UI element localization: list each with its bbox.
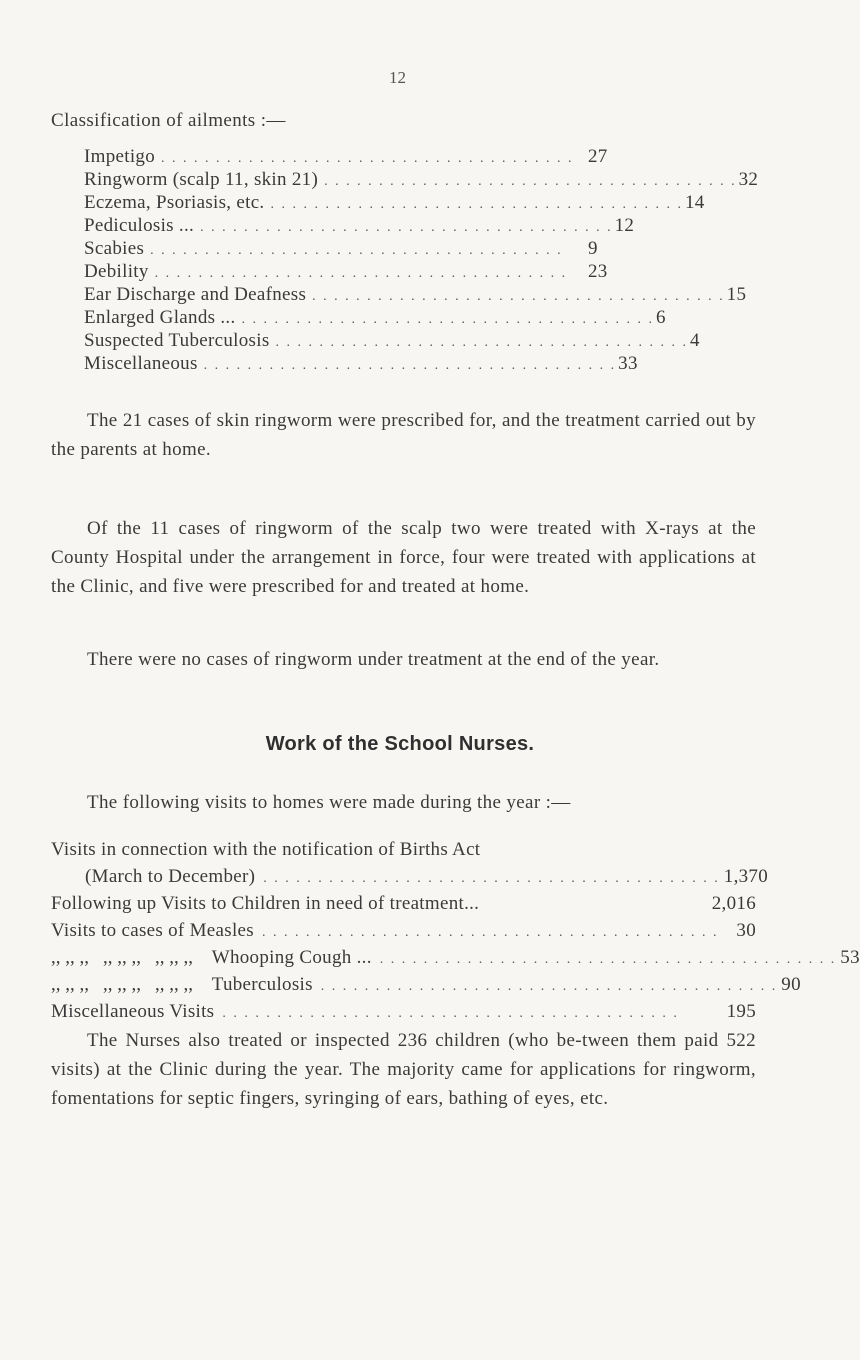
- ditto-marks: ,, ,, ,,: [103, 947, 141, 968]
- ailment-row-miscellaneous: [84, 352, 638, 375]
- paragraph-nurses-treated: [51, 1026, 756, 1113]
- ailment-count: 15: [726, 284, 747, 305]
- ailment-count: 23: [588, 261, 608, 282]
- ailment-count: 27: [588, 146, 608, 167]
- ditto-marks: ,, ,, ,,: [51, 974, 89, 995]
- ailment-count: 12: [614, 215, 635, 236]
- leader-dots: . . . . . . . . . . . . . . . . . . . . . . . . . . . . . . . . . . . . . .: [275, 335, 689, 350]
- visit-row-miscellaneous: [51, 998, 756, 1025]
- visit-label: [51, 971, 313, 998]
- visit-count: 2,016: [711, 893, 756, 914]
- ailment-label: Enlarged Glands ...: [84, 307, 236, 328]
- visit-label: Miscellaneous Visits: [51, 1001, 215, 1022]
- ailment-row-impetigo: [84, 145, 624, 168]
- ailment-label: Eczema, Psoriasis, etc.: [84, 192, 265, 213]
- leader-dots: . . . . . . . . . . . . . . . . . . . . . . . . . . . . . . . . . . . . . . . . . .: [320, 979, 778, 994]
- ditto-marks: ,, ,, ,,: [51, 947, 89, 968]
- ditto-marks: ,, ,, ,,: [103, 974, 141, 995]
- leader-dots: . . . . . . . . . . . . . . . . . . . . . . . . . . . . . . . . . . . . . .: [203, 358, 617, 373]
- visit-row-tuberculosis: [51, 971, 801, 998]
- visit-count: 90: [781, 974, 801, 995]
- leader-dots: . . . . . . . . . . . . . . . . . . . . . . . . . . . . . . . . . . . . . .: [154, 266, 568, 281]
- ailment-row-suspected-tuberculosis: [84, 329, 700, 352]
- leader-dots: . . . . . . . . . . . . . . . . . . . . . . . . . . . . . . . . . . . . . . . . . .: [379, 952, 837, 967]
- leader-dots: . . . . . . . . . . . . . . . . . . . . . . . . . . . . . . . . . . . . . . . . . .: [261, 925, 719, 940]
- visit-row-measles: [51, 917, 756, 944]
- ditto-marks: ,, ,, ,,: [155, 947, 193, 968]
- ailment-label: Scabies: [84, 238, 145, 259]
- page-number: 12: [389, 68, 406, 87]
- ailments-list: [84, 145, 759, 375]
- visit-births-heading: Visits in connection with the notification of Births Act: [51, 839, 481, 860]
- ailment-row-debility: [84, 260, 624, 283]
- paragraph-text: The Nurses also treated or inspected 236 children (who be-tween them paid 522 visits) at the Clinic during the year. The majority came for applications for ringworm, fomentations for septic fingers, syringing of ears, bathing of eyes, etc.: [51, 1030, 756, 1109]
- leader-dots: . . . . . . . . . . . . . . . . . . . . . . . . . . . . . . . . . . . . . .: [324, 174, 737, 189]
- ailment-count: 6: [656, 307, 666, 328]
- visit-count: 1,370: [723, 866, 769, 887]
- paragraph-text: The following visits to homes were made during the year :—: [87, 792, 571, 813]
- leader-dots: . . . . . . . . . . . . . . . . . . . . . . . . . . . . . . . . . . . . . .: [312, 289, 725, 304]
- ailments-intro: Classification of ailments :—: [51, 110, 286, 131]
- ailment-count: 32: [738, 169, 759, 190]
- paragraph-scalp-ringworm: [51, 514, 756, 601]
- ailment-label: Pediculosis ...: [84, 215, 195, 236]
- section-heading: Work of the School Nurses.: [265, 733, 535, 755]
- ailment-label: Suspected Tuberculosis: [84, 330, 270, 351]
- leader-dots: . . . . . . . . . . . . . . . . . . . . . . . . . . . . . . . . . . . . . . . . . .: [263, 871, 720, 886]
- ailment-label: Debility: [84, 261, 149, 282]
- ailment-label: Impetigo: [84, 146, 155, 167]
- paragraph-skin-ringworm: [51, 406, 756, 464]
- ailment-label: Miscellaneous: [84, 353, 198, 374]
- ailment-row-scabies: [84, 237, 624, 260]
- visit-label-text: Whooping Cough ...: [211, 947, 372, 968]
- visit-row-followup: [51, 890, 756, 917]
- ailment-row-eczema: [84, 191, 705, 214]
- visit-row-whooping-cough: [51, 944, 860, 971]
- leader-dots: . . . . . . . . . . . . . . . . . . . . . . . . . . . . . . . . . . . . . .: [161, 151, 574, 166]
- leader-dots: . . . . . . . . . . . . . . . . . . . . . . . . . . . . . . . . . . . . . .: [200, 220, 613, 235]
- visit-count: 53: [840, 947, 860, 968]
- ailment-count: 4: [690, 330, 700, 351]
- ailment-row-enlarged-glands: [84, 306, 666, 329]
- visit-count: 195: [726, 1001, 756, 1022]
- ailment-count: 9: [588, 238, 598, 259]
- leader-dots: . . . . . . . . . . . . . . . . . . . . . . . . . . . . . . . . . . . . . .: [270, 197, 683, 212]
- visit-row-births: [51, 863, 769, 890]
- ailment-row-ear-discharge: [84, 283, 747, 306]
- visit-label: [51, 944, 372, 971]
- ailment-row-pediculosis: [84, 214, 635, 237]
- paragraph-visits-intro: [51, 788, 756, 817]
- leader-dots: . . . . . . . . . . . . . . . . . . . . . . . . . . . . . . . . . . . . . .: [241, 312, 655, 327]
- visit-label: (March to December): [85, 866, 256, 887]
- ailment-label: Ringworm (scalp 11, skin 21): [84, 169, 319, 190]
- paragraph-text: The 21 cases of skin ringworm were prescribed for, and the treatment carried out by the parents at home.: [51, 410, 756, 460]
- paragraph-no-cases: [51, 645, 756, 674]
- leader-dots: . . . . . . . . . . . . . . . . . . . . . . . . . . . . . . . . . . . . . .: [150, 243, 563, 258]
- ailment-row-ringworm: [84, 168, 759, 191]
- visit-label: Visits to cases of Measles: [51, 920, 254, 941]
- visits-table: [51, 836, 860, 1025]
- paragraph-text: There were no cases of ringworm under treatment at the end of the year.: [87, 649, 660, 670]
- ditto-marks: ,, ,, ,,: [155, 974, 193, 995]
- visit-label: Following up Visits to Children in need of treatment...: [51, 893, 480, 914]
- leader-dots: . . . . . . . . . . . . . . . . . . . . . . . . . . . . . . . . . . . . . . . . . .: [222, 1006, 679, 1021]
- ailment-label: Ear Discharge and Deafness: [84, 284, 307, 305]
- paragraph-text: Of the 11 cases of ringworm of the scalp two were treated with X-rays at the County Hospital under the arrangement in force, four were treated with applications at the Clinic, and five were prescribed for and treated at home.: [51, 518, 756, 597]
- visit-label-text: Tuberculosis: [211, 974, 313, 995]
- visit-count: 30: [736, 920, 756, 941]
- ailment-count: 33: [618, 353, 638, 374]
- ailment-count: 14: [684, 192, 705, 213]
